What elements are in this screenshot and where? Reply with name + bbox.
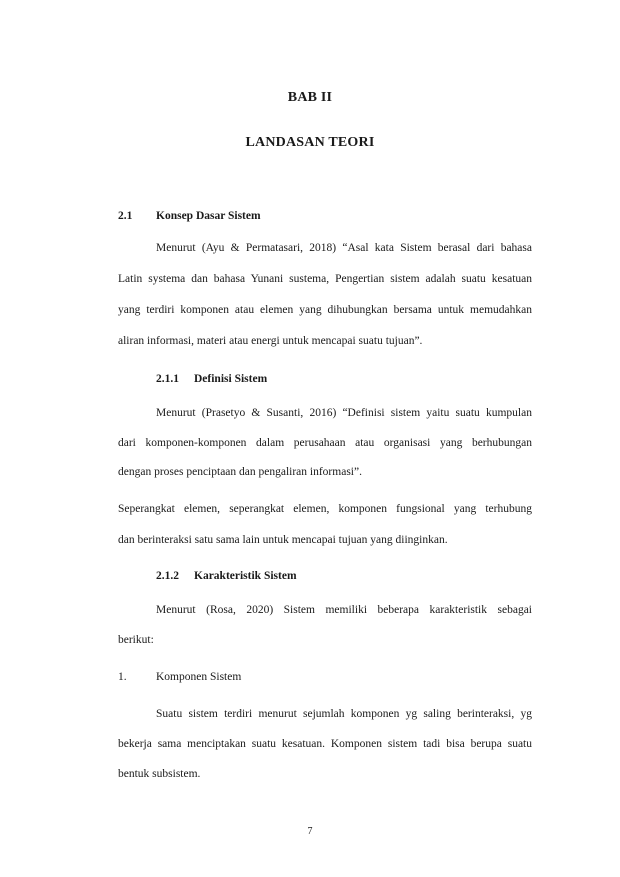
subsection-title: Definisi Sistem (194, 373, 268, 385)
section-number: 2.1 (118, 210, 133, 222)
subsection-number: 2.1.1 (156, 373, 179, 385)
page-number: 7 (307, 826, 313, 837)
paragraph-line: Menurut (Rosa, 2020) Sistem memiliki beberapa karakteristik sebagai (156, 604, 532, 616)
section-title: Konsep Dasar Sistem (156, 210, 261, 222)
paragraph-line: bekerja sama menciptakan suatu kesatuan. Komponen sistem tadi bisa berupa suatu (118, 738, 532, 750)
paragraph-line: Suatu sistem terdiri menurut sejumlah komponen yg saling berinteraksi, yg (156, 708, 532, 720)
paragraph-line: bentuk subsistem. (118, 768, 201, 780)
subsection-title: Karakteristik Sistem (194, 570, 297, 582)
paragraph-line: Menurut (Prasetyo & Susanti, 2016) “Definisi sistem yaitu suatu kumpulan (156, 407, 532, 419)
paragraph-line: berikut: (118, 634, 154, 646)
paragraph-line: dengan proses penciptaan dan pengaliran informasi”. (118, 466, 362, 478)
chapter-title: LANDASAN TEORI (245, 135, 375, 150)
list-number: 1. (118, 671, 127, 683)
paragraph-line: Menurut (Ayu & Permatasari, 2018) “Asal kata Sistem berasal dari bahasa (156, 242, 532, 254)
paragraph-line: Latin systema dan bahasa Yunani sustema, Pengertian sistem adalah suatu kesatuan (118, 273, 532, 285)
paragraph-line: Seperangkat elemen, seperangkat elemen, komponen fungsional yang terhubung (118, 503, 532, 515)
paragraph-line: dari komponen-komponen dalam perusahaan atau organisasi yang berhubungan (118, 437, 532, 449)
paragraph-line: dan berinteraksi satu sama lain untuk mencapai tujuan yang diinginkan. (118, 534, 448, 546)
paragraph-line: yang terdiri komponen atau elemen yang dihubungkan bersama untuk memudahkan (118, 304, 532, 316)
paragraph-line: aliran informasi, materi atau energi untuk mencapai suatu tujuan”. (118, 335, 423, 347)
list-title: Komponen Sistem (156, 671, 242, 683)
subsection-number: 2.1.2 (156, 570, 179, 582)
chapter-label: BAB II (287, 90, 333, 105)
